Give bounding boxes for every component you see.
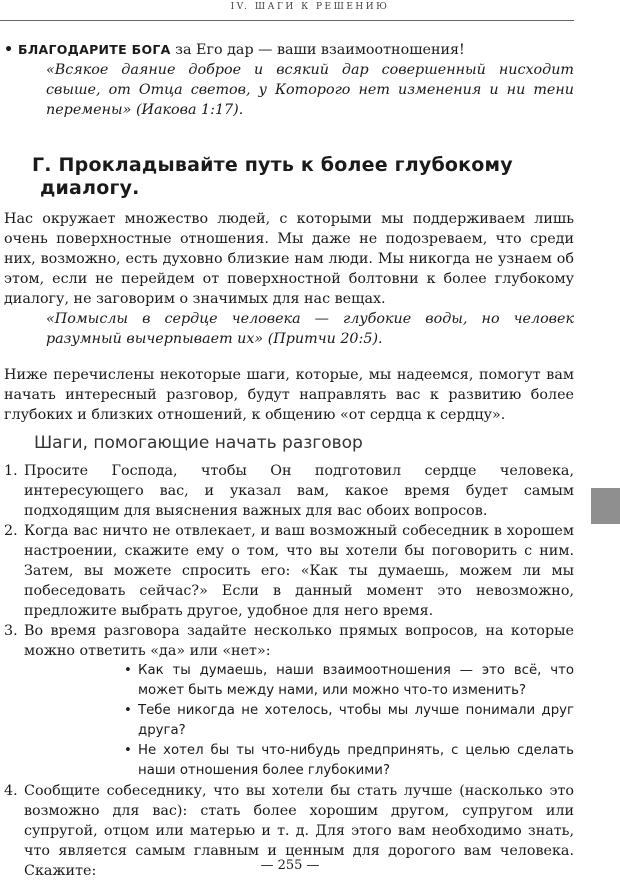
steps-intro-paragraph: Ниже перечислены некоторые шаги, которые, мы надеемся, помогут вам начать интересный разговор, будут направлять вас к развитию более глубоких и близких отношений, к общению «от сердца к сердцу».: [4, 367, 574, 423]
bullet-icon: •: [124, 743, 132, 758]
question-item: [124, 701, 574, 741]
step-text: Сообщите собеседнику, что вы хотели бы стать лучше (насколько это возможно для вас): стать более хорошим другом, супругом или супругой, отцом или матерью и т. д. Для этого вам необходимо знать, что является самым главным и ценным для дорогого вам человека. Скажите:: [24, 783, 574, 879]
step-number: 3.: [4, 623, 18, 639]
running-head: IV. ШАГИ К РЕШЕНИЮ: [230, 2, 390, 12]
thank-god-caps: БЛАГОДАРИТЕ БОГА: [18, 42, 171, 57]
bullet-icon: •: [124, 703, 132, 718]
step-item: [4, 461, 574, 521]
steps-subheading: Шаги, помогающие начать разговор: [34, 433, 363, 453]
question-item: [124, 741, 574, 781]
question-text: Не хотел бы ты что-нибудь предпринять, с целью сделать наши отношения более глубокими?: [138, 743, 574, 778]
page-body: [4, 40, 574, 881]
header-rule: [0, 20, 574, 21]
step-number: 1.: [4, 463, 18, 479]
question-list: [124, 661, 574, 781]
bullet-icon: •: [4, 42, 14, 58]
step-text: Когда вас ничто не отвлекает, и ваш возможный собеседник в хорошем настроении, скажите ему о том, что вы хотели бы поговорить с ним. Затем, вы можете спросить его: «Как ты думаешь, можем ли мы побеседовать сейчас?» Если в данный момент это невозможно, предложите выбрать другое, удобное для него время.: [24, 523, 574, 619]
step-number: 2.: [4, 523, 18, 539]
intro-paragraph: Нас окружает множество людей, с которыми мы поддерживаем лишь очень поверхностные отношения. Мы даже не подозреваем, что среди них, возможно, есть духовно близкие нам люди. Мы никогда не узнаем об этом, если не перейдем от поверхностной болтовни к более глубокому диалогу, не заговорим о значимых для нас вещах.: [4, 211, 574, 307]
question-text: Тебе никогда не хотелось, чтобы мы лучше понимали друг друга?: [138, 703, 574, 738]
james-quote: «Всякое даяние доброе и всякий дар совершенный нисходит свыше, от Отца светов, у Которого нет изменения и ни тени перемены» (Иакова 1:17).: [46, 62, 574, 118]
step-text: Просите Господа, чтобы Он подготовил сердце человека, интересующего вас, и указал вам, какое время будет самым подходящим для выяснения важных для вас обоих вопросов.: [24, 463, 574, 519]
step-item: [4, 521, 574, 621]
steps-list: [4, 461, 574, 881]
page-number: — 255 —: [260, 858, 320, 873]
step-number: 4.: [4, 783, 18, 799]
question-item: [124, 661, 574, 701]
chapter-thumb-tab: [591, 488, 620, 524]
section-heading: Г. Прокладывайте путь к более глубокому диалогу.: [32, 154, 513, 199]
step-item: [4, 621, 574, 781]
proverbs-quote: «Помыслы в сердце человека — глубокие воды, но человек разумный вычерпывает их» (Притчи 20:5).: [46, 311, 574, 347]
thank-god-item: [4, 40, 574, 60]
step-text: Во время разговора задайте несколько прямых вопросов, на которые можно ответить «да» или «нет»:: [24, 623, 574, 659]
question-text: Как ты думаешь, наши взаимоотношения — это всё, что может быть между нами, или можно что-то изменить?: [138, 663, 574, 698]
thank-god-text: за Его дар — ваши взаимоотношения!: [170, 42, 465, 58]
bullet-icon: •: [124, 663, 132, 678]
